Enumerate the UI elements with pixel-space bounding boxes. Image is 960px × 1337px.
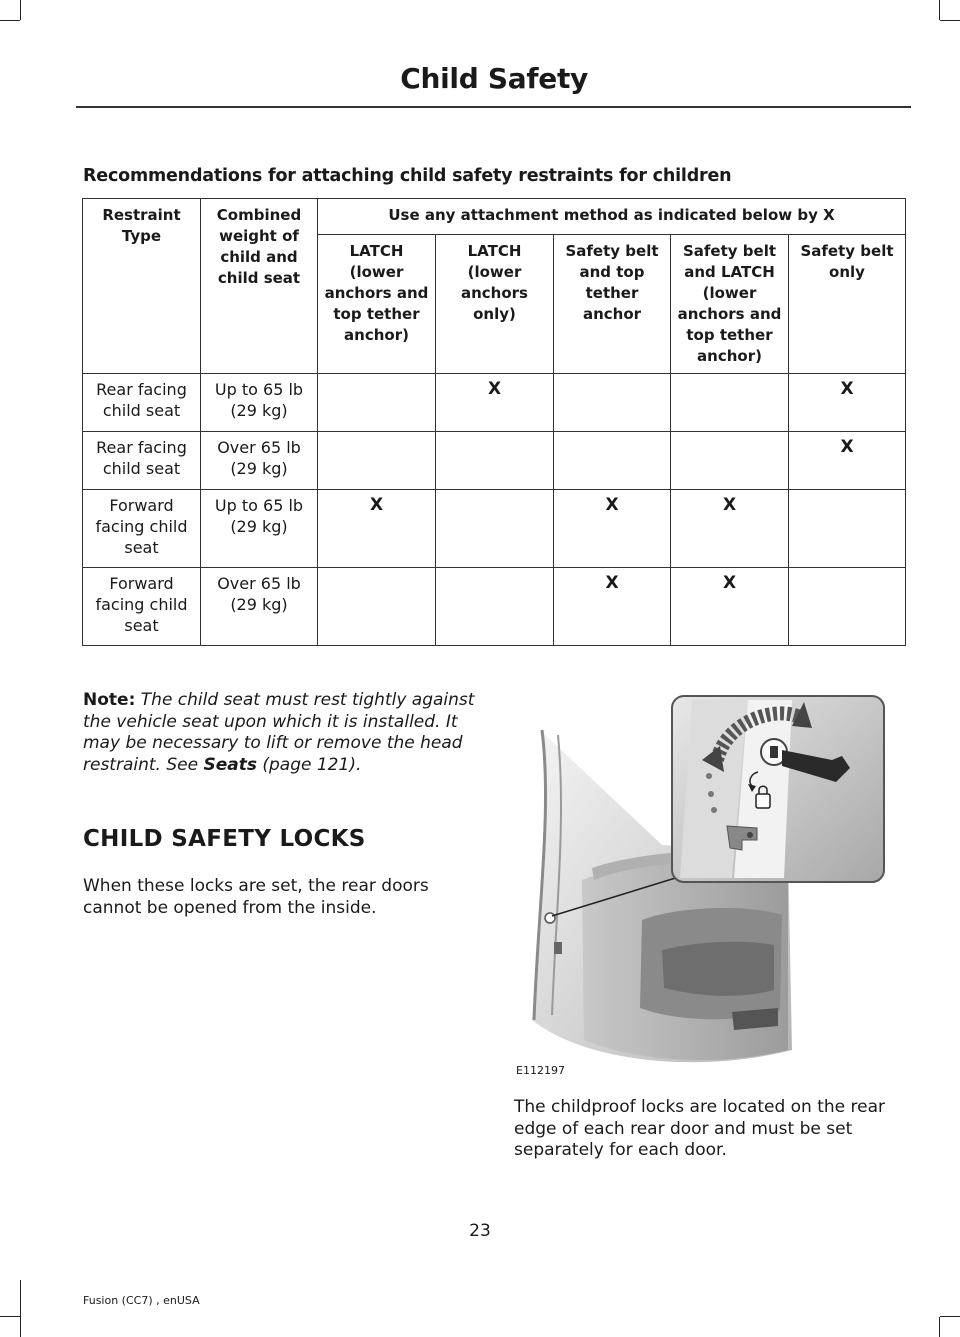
method-mark xyxy=(436,490,554,568)
note-paragraph xyxy=(83,690,478,776)
section-heading: CHILD SAFETY LOCKS xyxy=(83,826,366,852)
figure-code: E112197 xyxy=(516,1064,565,1077)
crop-mark xyxy=(939,1317,940,1337)
restraint-type-cell: Forward facing child seat xyxy=(83,490,201,568)
method-mark xyxy=(671,374,789,432)
method-mark: X xyxy=(789,432,906,490)
header-method: Safety belt and LATCH (lower anchors and top tether anchor) xyxy=(671,235,789,374)
figure-caption: The childproof locks are located on the rear edge of each rear door and must be set separately for each door. xyxy=(514,1097,886,1160)
method-mark xyxy=(318,568,436,646)
note-label: Note: xyxy=(83,690,136,710)
method-mark: X xyxy=(671,568,789,646)
section-body: When these locks are set, the rear doors cannot be opened from the inside. xyxy=(83,876,429,918)
crop-mark xyxy=(20,1280,21,1337)
header-restraint-type: Restraint Type xyxy=(83,199,201,374)
header-combined-weight: Combined weight of child and child seat xyxy=(201,199,318,374)
seats-reference-link[interactable]: Seats xyxy=(203,754,257,775)
restraint-type-cell: Rear facing child seat xyxy=(83,432,201,490)
crop-mark xyxy=(0,1316,20,1317)
crop-mark xyxy=(20,0,21,20)
method-mark xyxy=(671,432,789,490)
table-caption: Recommendations for attaching child safety restraints for children xyxy=(83,166,732,186)
method-mark xyxy=(789,568,906,646)
footer-model-info: Fusion (CC7) , enUSA xyxy=(83,1294,200,1307)
table-row xyxy=(83,374,906,432)
method-mark: X xyxy=(554,568,671,646)
method-mark: X xyxy=(789,374,906,432)
method-mark: X xyxy=(554,490,671,568)
page-title: Child Safety xyxy=(400,62,588,95)
table-row xyxy=(83,432,906,490)
crop-mark xyxy=(940,20,960,21)
crop-mark xyxy=(0,20,20,21)
method-mark: X xyxy=(318,490,436,568)
crop-mark xyxy=(940,1316,960,1317)
header-method: LATCH (lower anchors and top tether anchor) xyxy=(318,235,436,374)
page-number: 23 xyxy=(469,1221,491,1241)
method-mark xyxy=(789,490,906,568)
table-row xyxy=(83,490,906,568)
header-method: Safety belt and top tether anchor xyxy=(554,235,671,374)
method-mark xyxy=(554,432,671,490)
note-page-reference: (page 121). xyxy=(262,754,362,775)
attachment-recommendations-table xyxy=(82,198,906,646)
weight-cell: Over 65 lb (29 kg) xyxy=(201,432,318,490)
header-attachment-methods: Use any attachment method as indicated below by X xyxy=(318,199,906,235)
header-method: LATCH (lower anchors only) xyxy=(436,235,554,374)
restraint-type-cell: Forward facing child seat xyxy=(83,568,201,646)
header-method: Safety belt only xyxy=(789,235,906,374)
restraint-type-cell: Rear facing child seat xyxy=(83,374,201,432)
method-mark: X xyxy=(436,374,554,432)
method-mark xyxy=(554,374,671,432)
weight-cell: Up to 65 lb (29 kg) xyxy=(201,490,318,568)
weight-cell: Up to 65 lb (29 kg) xyxy=(201,374,318,432)
method-mark xyxy=(318,432,436,490)
weight-cell: Over 65 lb (29 kg) xyxy=(201,568,318,646)
header-divider xyxy=(76,106,911,108)
method-mark xyxy=(318,374,436,432)
note-text: The child seat must rest tightly against the vehicle seat upon which it is installed. It may be necessary to lift or remove the head restraint. See xyxy=(83,690,475,775)
child-lock-door-illustration xyxy=(512,690,902,1080)
method-mark xyxy=(436,432,554,490)
table-row xyxy=(83,568,906,646)
method-mark: X xyxy=(671,490,789,568)
crop-mark xyxy=(939,0,940,20)
method-mark xyxy=(436,568,554,646)
